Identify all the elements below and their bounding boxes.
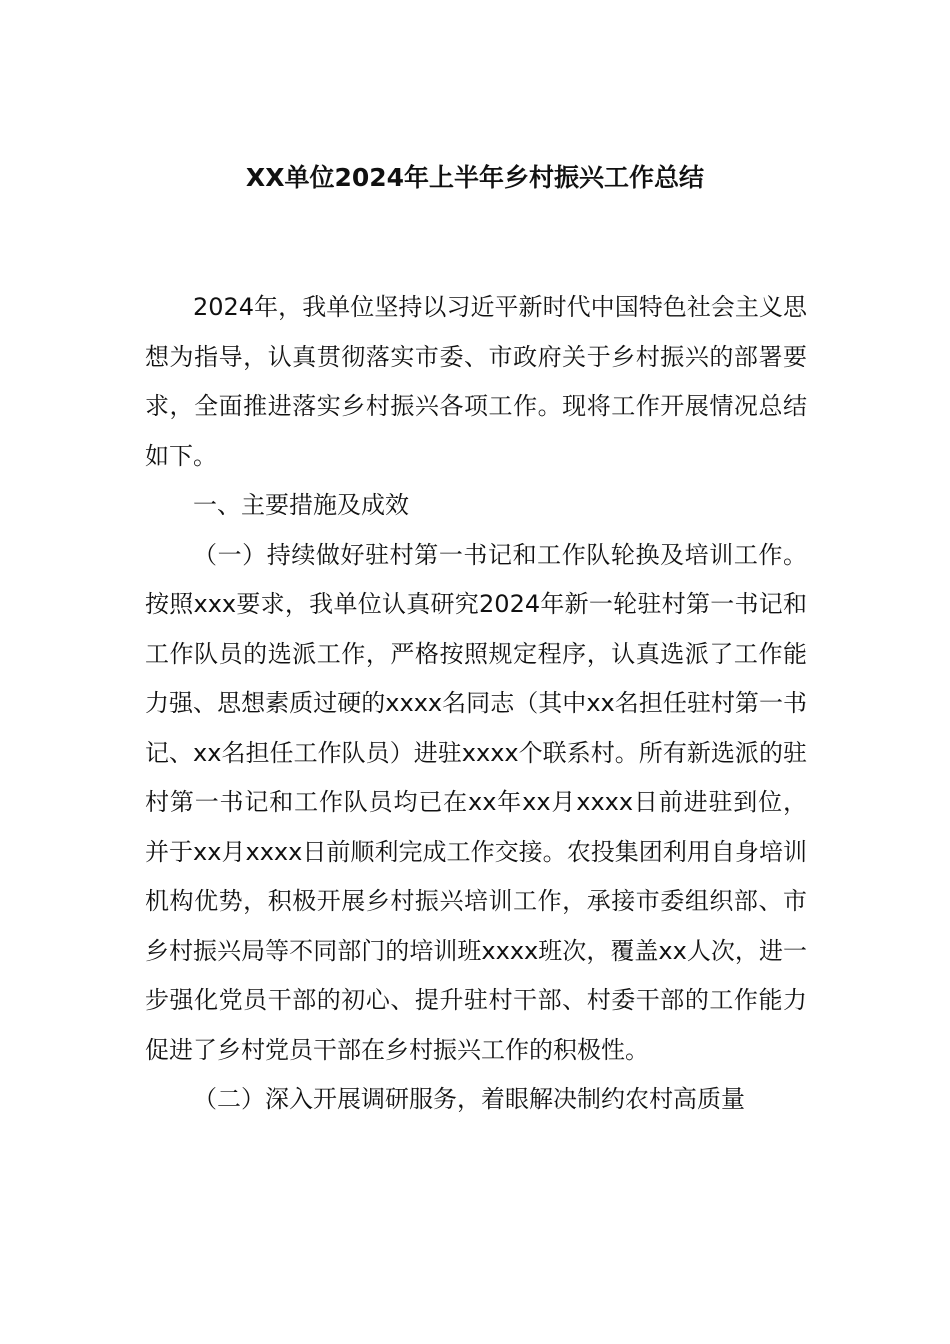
intro-paragraph: 2024年，我单位坚持以习近平新时代中国特色社会主义思想为指导，认真贯彻落实市委、市政府关于乡村振兴的部署要求，全面推进落实乡村振兴各项工作。现将工作开展情况总结如下。 [145, 293, 807, 470]
section-heading-main-measures: 一、主要措施及成效 [193, 491, 409, 519]
document-title: XX单位2024年上半年乡村振兴工作总结 [245, 163, 705, 192]
document-body [145, 283, 807, 1125]
subsection-paragraph-2: （二）深入开展调研服务，着眼解决制约农村高质量 [193, 1085, 745, 1113]
subsection-paragraph-1: （一）持续做好驻村第一书记和工作队轮换及培训工作。按照xxx要求，我单位认真研究2024年新一轮驻村第一书记和工作队员的选派工作，严格按照规定程序，认真选派了工作能力强、思想素质过硬的xxxx名同志（其中xx名担任驻村第一书记、xx名担任工作队员）进驻xxxx个联系村。所有新选派的驻村第一书记和工作队员均已在xx年xx月xxxx日前进驻到位，并于xx月xxxx日前顺利完成工作交接。农投集团利用自身培训机构优势，积极开展乡村振兴培训工作，承接市委组织部、市乡村振兴局等不同部门的培训班xxxx班次，覆盖xx人次，进一步强化党员干部的初心、提升驻村干部、村委干部的工作能力促进了乡村党员干部在乡村振兴工作的积极性。 [145, 540, 807, 1064]
